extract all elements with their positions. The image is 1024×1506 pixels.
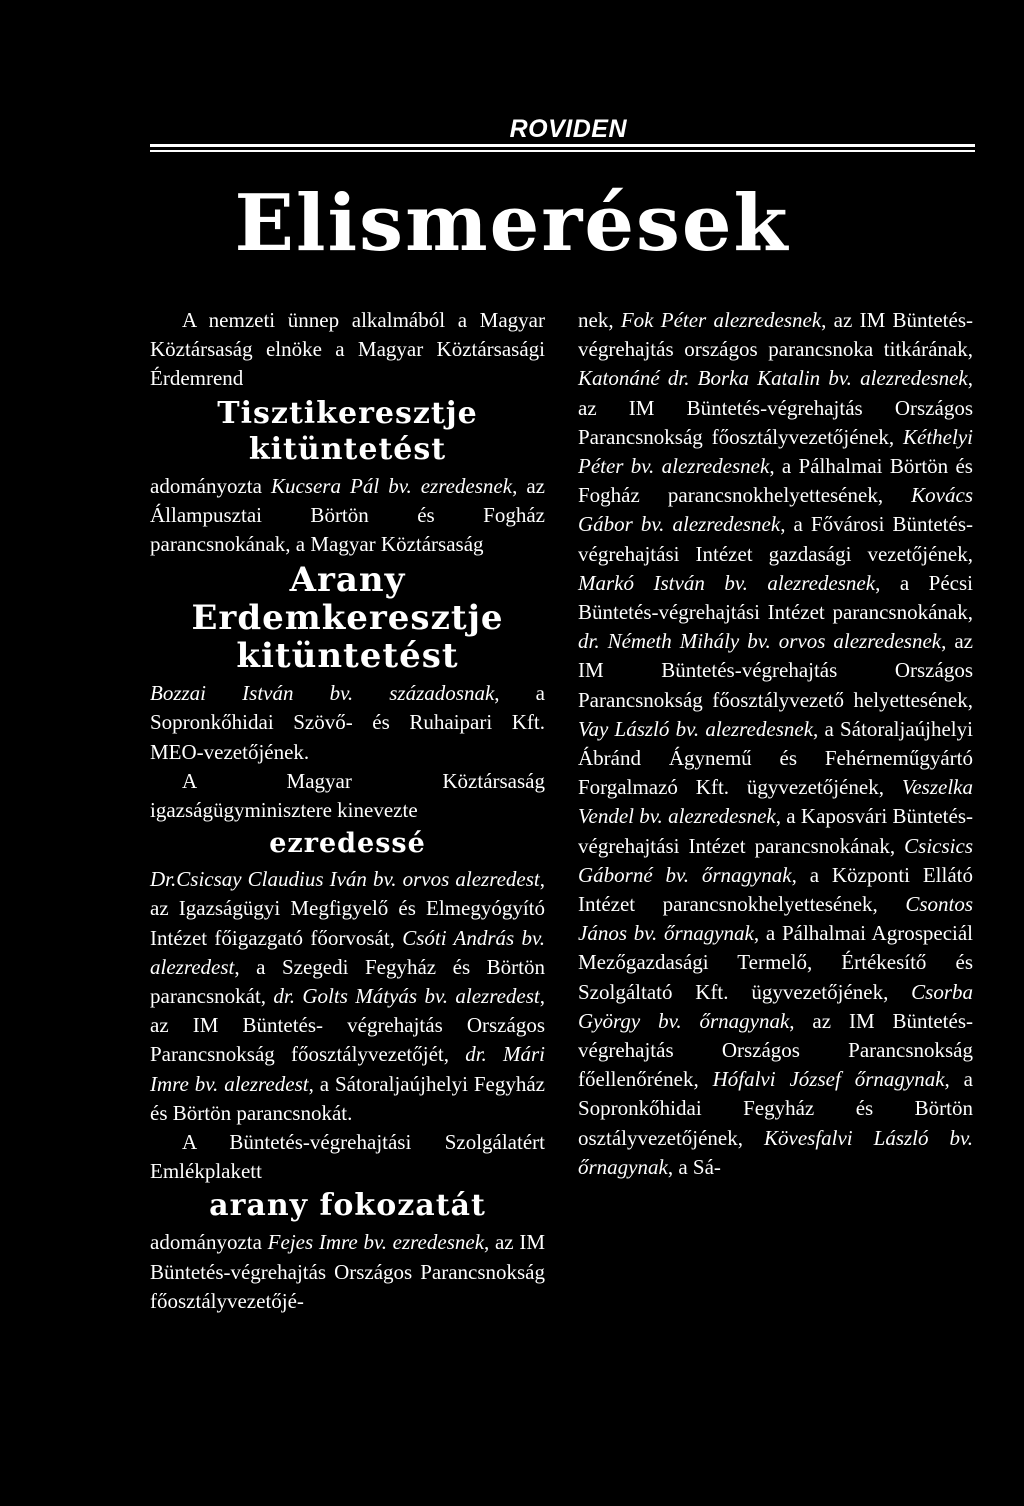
text-run: , az Igazságügyi Megfigyelő és Elmegyógyító Intézet főigazgató főorvosát, — [150, 867, 545, 950]
person-name: Kovács Gábor bv. alezredesnek — [578, 483, 973, 537]
text-run: , a Sopronkőhidai Fegyház és Börtön osztályvezetőjének, — [578, 1067, 973, 1150]
text-run: adományozta — [150, 1230, 268, 1255]
text-run: adományozta — [150, 473, 271, 498]
text-run: , a Sopronkőhidai Szövő- és Ruhaipari Kft. MEO-vezetőjének. — [150, 681, 545, 764]
person-name: Fok Péter alezredesnek — [620, 308, 822, 332]
text-run: nek, — [578, 308, 621, 332]
person-name: Kövesfalvi László bv. őrnagynak — [578, 1125, 973, 1179]
paragraph — [578, 306, 973, 1182]
person-name: dr. Németh Mihály bv. orvos alezredesnek — [578, 629, 942, 654]
person-name: Csorba György bv. őrnagynak — [578, 979, 973, 1033]
text-run: , az IM Büntetés-végrehajtás Országos Parancsnokság főosztályvezetőjének, — [578, 366, 973, 449]
award-heading-line: kitüntetést — [248, 431, 447, 467]
text-run: , a Pálhalmai Agrospeciál Mezőgazdasági Termelő, Értékesítő és Szolgáltató Kft. ügyvezetőjének, — [578, 921, 974, 1004]
paragraph — [150, 1228, 545, 1316]
person-name: Csicsics Gáborné bv. őrnagynak — [578, 833, 973, 887]
person-name: Katonáné dr. Borka Katalin bv. alezredesnek — [578, 366, 968, 391]
award-heading: ezredessé — [269, 828, 426, 860]
person-name: Hófalvi József őrnagynak — [712, 1067, 945, 1092]
person-name: dr. Golts Mátyás bv. alezredest — [273, 984, 540, 1009]
text-run: , a Fővárosi Büntetés-végrehajtási Intézet gazdasági vezetőjének, — [578, 512, 974, 566]
text-run: , a Sá- — [667, 1154, 721, 1179]
award-heading-line: Arany — [289, 560, 406, 601]
person-name: Markó István bv. alezredesnek — [578, 570, 876, 595]
section-header — [150, 115, 975, 155]
paragraph — [150, 865, 545, 1128]
text-run: , az IM Büntetés-végrehajtás Országos Parancsnokság főosztályvezetőjé- — [150, 1230, 545, 1313]
person-name: Csóti András bv. alezredest — [150, 925, 545, 979]
left-column — [150, 306, 545, 1316]
text-run: , az IM Büntetés-végrehajtás Országos Parancsnokság főellenőrének, — [578, 1008, 973, 1092]
award-heading — [150, 396, 545, 468]
paragraph: A Magyar Köztársaság igazságügyminisztere kinevezte — [150, 768, 545, 823]
person-name: Vay László bv. alezredesnek — [578, 716, 814, 741]
page-title: Elismerések — [234, 178, 790, 269]
text-run: , az IM Büntetés- végrehajtás Országos Parancsnokság főosztályvezetőjét, — [150, 984, 545, 1067]
person-name: Csontos János bv. őrnagynak — [578, 892, 973, 946]
text-run: , a Pécsi Büntetés-végrehajtási Intézet parancsnokának, — [578, 570, 973, 625]
header-rule — [150, 144, 975, 147]
text-run: , a Sátoraljaújhelyi Fegyház és Börtön parancsnokát. — [150, 1071, 545, 1125]
text-run: , a Központi Ellátó Intézet parancsnokhelyettesének, — [578, 862, 973, 917]
text-run: , a Pálhalmai Börtön és Fogház parancsnokhelyettesének, — [578, 454, 973, 508]
paragraph: A Büntetés-végrehajtási Szolgálatért Emlékplakett — [150, 1130, 545, 1184]
paragraph — [150, 679, 545, 767]
intro-paragraph: A nemzeti ünnep alkalmából a Magyar Köztársaság elnöke a Magyar Köztársasági Érdemrend — [150, 308, 545, 391]
section-label: ROVIDEN — [509, 115, 627, 143]
person-name: Kéthelyi Péter bv. alezredesnek — [578, 424, 973, 479]
award-heading-line: Tisztikeresztje — [217, 395, 478, 431]
person-name: Veszelka Vendel bv. alezredesnek — [578, 775, 973, 829]
paragraph — [150, 472, 545, 560]
text-run: , a Kaposvári Büntetés-végrehajtási Intézet parancsnokának, — [578, 804, 973, 858]
person-name: Dr.Csicsay Claudius Iván bv. orvos alezredest — [150, 867, 540, 892]
right-column — [578, 306, 973, 1182]
text-run: , az IM Büntetés-végrehajtás Országos Parancsnokság főosztályvezető helyettesének, — [578, 629, 973, 712]
award-heading-line: Erdemkeresztje — [191, 598, 504, 639]
text-run: , a Szegedi Fegyház és Börtön parancsnokát, — [150, 954, 545, 1009]
text-run: , a Sátoraljaújhelyi Ábránd Ágynemű és Fehérneműgyártó Forgalmazó Kft. ügyvezetőjének, — [578, 716, 973, 800]
header-rule-secondary — [150, 150, 975, 152]
person-name: dr. Mári Imre bv. alezredest — [150, 1042, 545, 1096]
text-run: , az Állampusztai Börtön és Fogház parancsnokának, a Magyar Köztársaság — [150, 473, 545, 557]
person-name: Bozzai István bv. századosnak — [150, 681, 495, 706]
person-name: Kucsera Pál bv. ezredesnek — [270, 473, 513, 498]
award-heading — [150, 561, 545, 675]
text-run: , az IM Büntetés-végrehajtás országos parancsnoka titkárának, — [578, 308, 973, 362]
person-name: Fejes Imre bv. ezredesnek — [267, 1230, 485, 1255]
award-heading: arany fokozatát — [209, 1188, 486, 1224]
award-heading-line: kitüntetést — [236, 636, 459, 677]
